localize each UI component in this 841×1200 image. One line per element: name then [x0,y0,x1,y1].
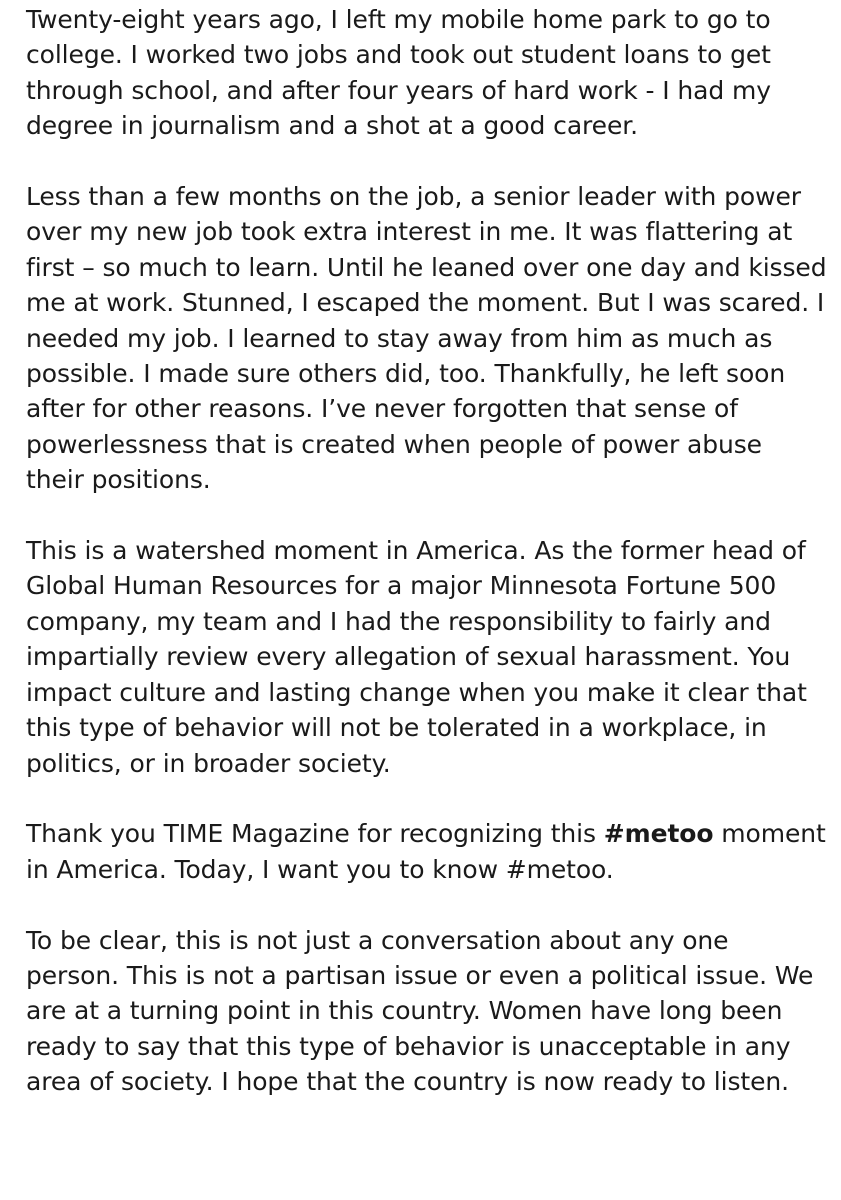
paragraph-thank-you-time [26,816,827,887]
thank-you-text: Thank you TIME Magazine for recognizing this [26,819,604,849]
paragraph-conclusion: To be clear, this is not just a conversation about any one person. This is not a partisan issue or even a political issue. We are at a turning point in this country. Women have long been ready to say that this type of behavior is unacceptable in any area of society. I hope that the country is now ready to listen. [26,925,814,1097]
paragraph-workplace-incident: Less than a few months on the job, a senior leader with power over my new job took extra interest in me. It was flattering at first – so much to learn. Until he leaned over one day and kissed me at work. Stunned, I escaped the moment. But I was scared. I needed my job. I learned to stay away from him as much as possible. I made sure others did, too. Thankfully, he left soon after for other reasons. I’ve never forgotten that sense of powerlessness that is created when people of power abuse their positions. [26,182,827,495]
paragraph-background: Twenty-eight years ago, I left my mobile home park to go to college. I worked two jobs and took out student loans to get through school, and after four years of hard work - I had my degree in journalism and a shot at a good career. [26,5,771,141]
metoo-hashtag: #metoo [603,819,714,849]
paragraph-watershed-moment: This is a watershed moment in America. As the former head of Global Human Resources for a major Minnesota Fortune 500 company, my team and I had the responsibility to fairly and impartially review every allegation of sexual harassment. You impact culture and lasting change when you make it clear that this type of behavior will not be tolerated in a workplace, in politics, or in broader society. [26,536,807,778]
moment-text: moment in America. Today, I want you to know #metoo. [26,819,826,884]
